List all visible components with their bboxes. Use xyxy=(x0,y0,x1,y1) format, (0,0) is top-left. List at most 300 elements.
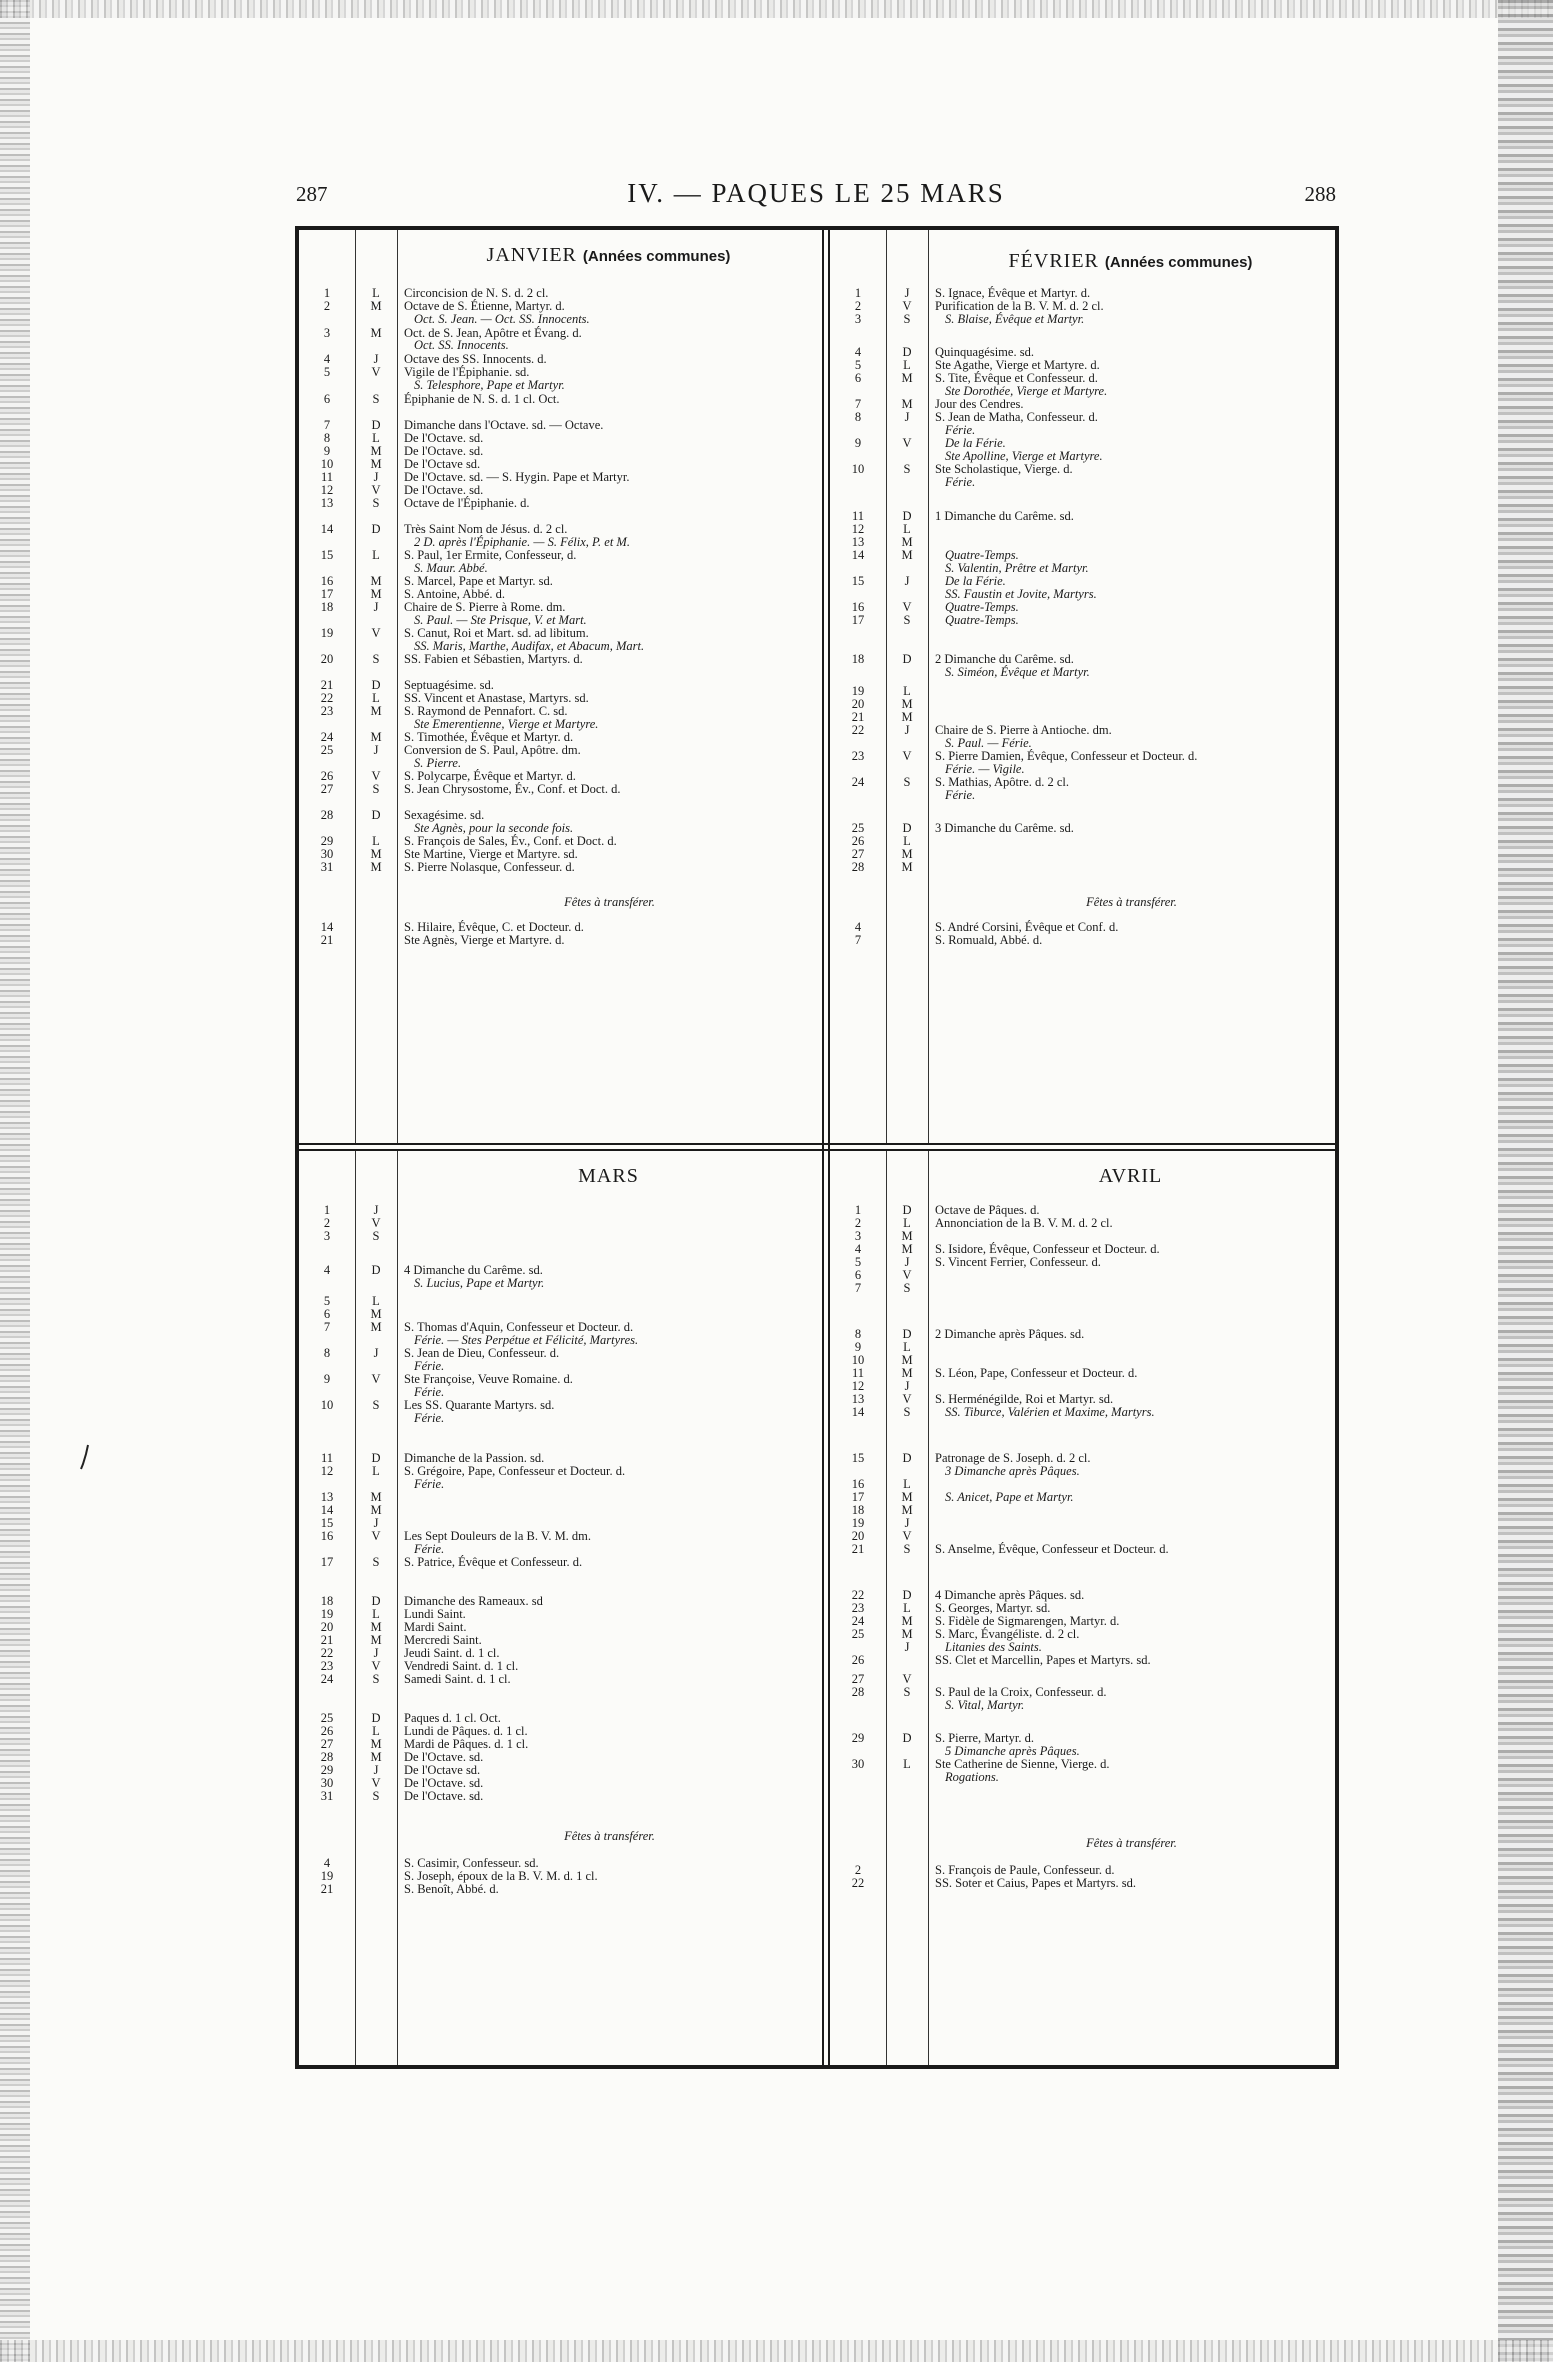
vertical-divider xyxy=(822,230,830,2065)
weekday-letter: J xyxy=(904,1255,910,1269)
feast-entry: Férie. xyxy=(945,788,976,802)
day-number: 14 xyxy=(851,1405,865,1419)
day-number: 9 xyxy=(323,444,331,458)
day-number: 24 xyxy=(851,1614,865,1628)
calendar-row xyxy=(830,847,1335,861)
calendar-row xyxy=(830,1757,1335,1771)
day-number: 16 xyxy=(851,600,865,614)
feast-entry: S. Paul de la Croix, Confesseur. d. xyxy=(935,1685,1107,1699)
feast-entry: Ste Agathe, Vierge et Martyre. d. xyxy=(935,358,1100,372)
weekday-letter: V xyxy=(371,1776,381,1790)
calendar-row xyxy=(830,1601,1335,1615)
feast-entry: S. Herménégilde, Roi et Martyr. sd. xyxy=(935,1392,1114,1406)
weekday-letter: D xyxy=(902,1731,912,1745)
calendar-row xyxy=(830,1327,1335,1341)
weekday-letter: L xyxy=(372,691,380,705)
day-number: 20 xyxy=(320,1620,334,1634)
feast-entry: Oct. S. Jean. — Oct. SS. Innocents. xyxy=(414,312,590,326)
feast-entry: S. Paul. — Ste Prisque, V. et Mart. xyxy=(414,613,587,627)
feast-entry: S. Pierre Nolasque, Confesseur. d. xyxy=(404,860,575,874)
weekday-letter: V xyxy=(371,769,381,783)
weekday-letter: D xyxy=(902,509,912,523)
weekday-letter: M xyxy=(370,1307,382,1321)
calendar-row xyxy=(299,1555,822,1569)
weekday-letter: M xyxy=(370,730,382,744)
feast-entry: Dimanche des Rameaux. sd xyxy=(404,1594,543,1608)
calendar-row xyxy=(299,1294,822,1308)
day-number: 22 xyxy=(851,1588,865,1602)
weekday-letter: S xyxy=(372,392,380,406)
month-heading xyxy=(399,1165,818,1188)
calendar-row xyxy=(830,1340,1335,1354)
weekday-letter: M xyxy=(370,1320,382,1334)
day-number: 18 xyxy=(851,1503,865,1517)
calendar-table xyxy=(295,226,1339,2069)
day-number: 1 xyxy=(323,1203,331,1217)
calendar-row xyxy=(299,535,822,549)
weekday-letter: J xyxy=(904,1640,910,1654)
weekday-letter: L xyxy=(903,522,911,536)
day-number: 7 xyxy=(854,1281,862,1295)
day-number: 6 xyxy=(854,1268,862,1282)
day-number: 14 xyxy=(320,522,334,536)
day-number: 27 xyxy=(320,1737,334,1751)
weekday-letter: J xyxy=(373,1516,379,1530)
weekday-letter: M xyxy=(901,847,913,861)
calendar-row xyxy=(299,457,822,471)
weekday-letter: J xyxy=(373,1346,379,1360)
weekday-letter: M xyxy=(370,1633,382,1647)
feast-entry: S. Telesphore, Pape et Martyr. xyxy=(414,378,565,392)
calendar-row xyxy=(299,444,822,458)
feast-entry: S. Patrice, Évêque et Confesseur. d. xyxy=(404,1555,583,1569)
weekday-letter: S xyxy=(372,1672,380,1686)
feast-entry: Oct. SS. Innocents. xyxy=(414,338,509,352)
day-number: 7 xyxy=(854,933,862,947)
month-heading xyxy=(930,1165,1331,1188)
weekday-letter: J xyxy=(904,723,910,737)
feast-entry: S. Pierre. xyxy=(414,756,462,770)
calendar-row xyxy=(299,704,822,718)
calendar-row xyxy=(299,1594,822,1608)
feast-entry: Ste Catherine de Sienne, Vierge. d. xyxy=(935,1757,1110,1771)
feast-entry: S. Pierre Damien, Évêque, Confesseur et Docteur. d. xyxy=(935,749,1198,763)
calendar-row xyxy=(299,352,822,366)
calendar-row xyxy=(299,808,822,822)
day-number: 27 xyxy=(320,782,334,796)
feast-entry: S. Siméon, Évêque et Martyr. xyxy=(945,665,1090,679)
feast-entry: Très Saint Nom de Jésus. d. 2 cl. xyxy=(404,522,568,536)
day-number: 6 xyxy=(854,371,862,385)
calendar-row xyxy=(830,1229,1335,1243)
feast-entry: Patronage de S. Joseph. d. 2 cl. xyxy=(935,1451,1091,1465)
weekday-letter: M xyxy=(901,1490,913,1504)
feast-entry: De l'Octave sd. xyxy=(404,1763,481,1777)
calendar-row xyxy=(830,736,1335,750)
weekday-letter: L xyxy=(903,1340,911,1354)
feast-entry: Litanies des Saints. xyxy=(945,1640,1042,1654)
day-number: 4 xyxy=(323,1263,331,1277)
calendar-row xyxy=(299,1829,822,1843)
day-number: 9 xyxy=(323,1372,331,1386)
weekday-letter: M xyxy=(901,1627,913,1641)
calendar-row xyxy=(830,1405,1335,1419)
day-number: 1 xyxy=(854,1203,862,1217)
calendar-row xyxy=(299,1776,822,1790)
day-number: 12 xyxy=(851,1379,865,1393)
calendar-row xyxy=(299,338,822,352)
weekday-letter: M xyxy=(901,1503,913,1517)
feast-entry: S. Grégoire, Pape, Confesseur et Docteur. d. xyxy=(404,1464,626,1478)
calendar-row xyxy=(299,1789,822,1803)
calendar-row xyxy=(299,600,822,614)
feast-entry: Férie. — Vigile. xyxy=(945,762,1025,776)
calendar-row xyxy=(830,1640,1335,1654)
weekday-letter: J xyxy=(373,1203,379,1217)
calendar-row xyxy=(299,1276,822,1290)
calendar-row xyxy=(299,821,822,835)
calendar-row xyxy=(830,665,1335,679)
feast-entry: Mardi Saint. xyxy=(404,1620,467,1634)
month-name: AVRIL xyxy=(1098,1165,1163,1187)
calendar-row xyxy=(299,1216,822,1230)
month-name: MARS xyxy=(578,1165,639,1187)
day-number: 26 xyxy=(320,1724,334,1738)
calendar-row xyxy=(299,1451,822,1465)
calendar-row xyxy=(299,1398,822,1412)
day-number: 16 xyxy=(320,1529,334,1543)
weekday-letter: L xyxy=(372,431,380,445)
calendar-row xyxy=(830,1685,1335,1699)
day-number: 2 xyxy=(854,1216,862,1230)
day-number: 17 xyxy=(320,587,334,601)
weekday-letter: D xyxy=(371,522,381,536)
day-number: 8 xyxy=(323,1346,331,1360)
weekday-letter: M xyxy=(901,1614,913,1628)
feast-entry: Samedi Saint. d. 1 cl. xyxy=(404,1672,511,1686)
feast-entry: Dimanche de la Passion. sd. xyxy=(404,1451,545,1465)
feast-entry: SS. Vincent et Anastase, Martyrs. sd. xyxy=(404,691,589,705)
day-number: 1 xyxy=(854,286,862,300)
weekday-letter: V xyxy=(902,600,912,614)
calendar-row xyxy=(299,1724,822,1738)
weekday-letter: D xyxy=(371,1594,381,1608)
weekday-letter: D xyxy=(902,1588,912,1602)
weekday-letter: J xyxy=(904,286,910,300)
feast-entry: Vendredi Saint. d. 1 cl. xyxy=(404,1659,519,1673)
weekday-letter: M xyxy=(901,1366,913,1380)
calendar-row xyxy=(299,1411,822,1425)
calendar-row xyxy=(830,1836,1335,1850)
feast-entry: S. Léon, Pape, Confesseur et Docteur. d. xyxy=(935,1366,1138,1380)
calendar-row xyxy=(299,678,822,692)
calendar-row xyxy=(830,1451,1335,1465)
feast-entry: Ste Apolline, Vierge et Martyre. xyxy=(945,449,1103,463)
weekday-letter: J xyxy=(373,743,379,757)
calendar-row xyxy=(830,834,1335,848)
weekday-letter: M xyxy=(370,587,382,601)
day-number: 4 xyxy=(323,352,331,366)
feast-entry: Quatre-Temps. xyxy=(945,600,1019,614)
feast-entry: S. Marc, Évangéliste. d. 2 cl. xyxy=(935,1627,1080,1641)
feast-entry: 3 Dimanche après Pâques. xyxy=(945,1464,1080,1478)
weekday-letter: S xyxy=(372,1789,380,1803)
calendar-row xyxy=(299,496,822,510)
day-number: 12 xyxy=(851,522,865,536)
page-title: IV. — PAQUES LE 25 MARS xyxy=(627,178,1005,208)
feast-entry: De l'Octave. sd. xyxy=(404,1776,484,1790)
scan-edge-left xyxy=(0,0,30,2362)
calendar-row xyxy=(830,509,1335,523)
calendar-row xyxy=(830,358,1335,372)
feast-entry: Les Sept Douleurs de la B. V. M. dm. xyxy=(404,1529,592,1543)
weekday-letter: S xyxy=(903,1281,911,1295)
calendar-row xyxy=(299,1882,822,1896)
day-number: 22 xyxy=(320,691,334,705)
day-number: 13 xyxy=(320,1490,334,1504)
day-number: 15 xyxy=(320,1516,334,1530)
day-number: 11 xyxy=(320,470,334,484)
weekday-letter: M xyxy=(370,1620,382,1634)
weekday-letter: V xyxy=(902,1392,912,1406)
calendar-row xyxy=(299,639,822,653)
calendar-row xyxy=(299,574,822,588)
weekday-letter: J xyxy=(373,352,379,366)
feast-entry: S. François de Sales, Év., Conf. et Doct. d. xyxy=(404,834,617,848)
calendar-row xyxy=(830,345,1335,359)
day-number: 22 xyxy=(851,1876,865,1890)
running-header xyxy=(296,178,1336,212)
weekday-letter: M xyxy=(370,1490,382,1504)
weekday-letter: V xyxy=(371,1216,381,1230)
feast-entry: Lundi de Pâques. d. 1 cl. xyxy=(404,1724,528,1738)
day-number: 3 xyxy=(323,1229,331,1243)
calendar-row xyxy=(299,895,822,909)
feast-entry: Mercredi Saint. xyxy=(404,1633,482,1647)
day-number: 26 xyxy=(851,834,865,848)
calendar-row xyxy=(299,299,822,313)
feast-entry: Chaire de S. Pierre à Rome. dm. xyxy=(404,600,566,614)
feast-entry: S. Hilaire, Évêque, C. et Docteur. d. xyxy=(404,920,584,934)
calendar-row xyxy=(299,365,822,379)
calendar-row xyxy=(830,1588,1335,1602)
calendar-row xyxy=(830,762,1335,776)
weekday-letter: D xyxy=(902,652,912,666)
calendar-row xyxy=(830,933,1335,947)
day-number: 4 xyxy=(854,345,862,359)
calendar-row xyxy=(299,834,822,848)
feast-entry: Mardi de Pâques. d. 1 cl. xyxy=(404,1737,529,1751)
day-number: 7 xyxy=(323,418,331,432)
calendar-row xyxy=(299,1856,822,1870)
calendar-row xyxy=(830,535,1335,549)
feast-entry: S. Polycarpe, Évêque et Martyr. d. xyxy=(404,769,576,783)
day-number: 19 xyxy=(320,626,334,640)
day-number: 21 xyxy=(851,1542,865,1556)
feast-entry: 2 Dimanche du Carême. sd. xyxy=(935,652,1074,666)
day-number: 2 xyxy=(323,299,331,313)
feast-entry: S. Georges, Martyr. sd. xyxy=(935,1601,1051,1615)
feast-entry: Férie. xyxy=(945,423,976,437)
day-number: 30 xyxy=(320,847,334,861)
day-number: 22 xyxy=(320,1646,334,1660)
weekday-letter: S xyxy=(372,782,380,796)
weekday-letter: M xyxy=(901,710,913,724)
weekday-letter: V xyxy=(371,1372,381,1386)
calendar-row xyxy=(830,561,1335,575)
calendar-row xyxy=(299,1477,822,1491)
page-number-right: 288 xyxy=(1304,182,1336,206)
weekday-letter: D xyxy=(902,821,912,835)
calendar-row xyxy=(299,1737,822,1751)
calendar-row xyxy=(830,1242,1335,1256)
horizontal-divider xyxy=(299,1143,1335,1151)
weekday-letter: L xyxy=(903,1601,911,1615)
weekday-letter: J xyxy=(904,574,910,588)
day-number: 10 xyxy=(320,457,334,471)
weekday-letter: V xyxy=(902,1672,912,1686)
feast-entry: Annonciation de la B. V. M. d. 2 cl. xyxy=(935,1216,1113,1230)
calendar-row xyxy=(830,749,1335,763)
weekday-letter: M xyxy=(370,574,382,588)
day-number: 23 xyxy=(851,749,865,763)
calendar-row xyxy=(830,312,1335,326)
day-number: 27 xyxy=(851,1672,865,1686)
calendar-row xyxy=(299,652,822,666)
feast-entry: S. Casimir, Confesseur. sd. xyxy=(404,1856,539,1870)
feast-entry: S. Antoine, Abbé. d. xyxy=(404,587,506,601)
calendar-row xyxy=(830,860,1335,874)
feast-entry: S. Paul. — Férie. xyxy=(945,736,1032,750)
month-subtitle: (Années communes) xyxy=(1104,254,1253,271)
day-number: 29 xyxy=(320,1763,334,1777)
feast-entry: 4 Dimanche du Carême. sd. xyxy=(404,1263,543,1277)
feast-entry: De l'Octave. sd. — S. Hygin. Pape et Martyr. xyxy=(404,470,630,484)
calendar-row xyxy=(299,626,822,640)
feast-entry: Chaire de S. Pierre à Antioche. dm. xyxy=(935,723,1112,737)
weekday-letter: L xyxy=(903,1757,911,1771)
weekday-letter: S xyxy=(903,775,911,789)
calendar-row xyxy=(830,1477,1335,1491)
section-label: Fêtes à transférer. xyxy=(564,895,655,909)
calendar-row xyxy=(299,743,822,757)
day-number: 8 xyxy=(854,410,862,424)
weekday-letter: S xyxy=(903,462,911,476)
calendar-row xyxy=(299,1359,822,1373)
calendar-row xyxy=(299,286,822,300)
feast-entry: S. Anicet, Pape et Martyr. xyxy=(945,1490,1074,1504)
calendar-row xyxy=(299,769,822,783)
weekday-letter: M xyxy=(370,847,382,861)
calendar-row xyxy=(830,1503,1335,1517)
day-number: 20 xyxy=(851,1529,865,1543)
feast-entry: S. Anselme, Évêque, Confesseur et Docteur. d. xyxy=(935,1542,1169,1556)
calendar-row xyxy=(299,1633,822,1647)
calendar-row xyxy=(830,286,1335,300)
day-number: 23 xyxy=(320,1659,334,1673)
day-number: 4 xyxy=(854,920,862,934)
day-number: 22 xyxy=(851,723,865,737)
feast-entry: 2 Dimanche après Pâques. sd. xyxy=(935,1327,1085,1341)
month-heading xyxy=(399,244,818,267)
calendar-row xyxy=(299,1750,822,1764)
feast-entry: Dimanche dans l'Octave. sd. — Octave. xyxy=(404,418,604,432)
day-number: 1 xyxy=(323,286,331,300)
calendar-row xyxy=(299,1385,822,1399)
feast-entry: Octave de S. Étienne, Martyr. d. xyxy=(404,299,565,313)
calendar-row xyxy=(299,730,822,744)
calendar-row xyxy=(299,1646,822,1660)
section-label: Fêtes à transférer. xyxy=(1086,1836,1177,1850)
feast-entry: Férie. xyxy=(414,1477,445,1491)
calendar-row xyxy=(299,691,822,705)
calendar-row xyxy=(299,847,822,861)
weekday-letter: J xyxy=(904,410,910,424)
feast-entry: Purification de la B. V. M. d. 2 cl. xyxy=(935,299,1104,313)
calendar-row xyxy=(299,782,822,796)
day-number: 21 xyxy=(320,933,334,947)
calendar-row xyxy=(299,312,822,326)
weekday-letter: L xyxy=(903,1216,911,1230)
feast-entry: 3 Dimanche du Carême. sd. xyxy=(935,821,1074,835)
weekday-letter: L xyxy=(903,684,911,698)
weekday-letter: M xyxy=(901,860,913,874)
month-subtitle: (Années communes) xyxy=(582,248,731,265)
feast-entry: S. André Corsini, Évêque et Conf. d. xyxy=(935,920,1119,934)
calendar-row xyxy=(299,1372,822,1386)
feast-entry: Férie. xyxy=(414,1359,445,1373)
calendar-row xyxy=(830,1255,1335,1269)
calendar-row xyxy=(299,920,822,934)
day-number: 27 xyxy=(851,847,865,861)
scan-edge-bottom xyxy=(0,2340,1553,2362)
feast-entry: Ste Françoise, Veuve Romaine. d. xyxy=(404,1372,573,1386)
day-number: 3 xyxy=(854,312,862,326)
day-number: 25 xyxy=(320,1711,334,1725)
pen-mark xyxy=(80,1444,90,1470)
day-number: 10 xyxy=(320,1398,334,1412)
calendar-row xyxy=(299,522,822,536)
day-number: 25 xyxy=(851,821,865,835)
calendar-row xyxy=(830,613,1335,627)
day-number: 4 xyxy=(854,1242,862,1256)
day-number: 20 xyxy=(320,652,334,666)
day-number: 5 xyxy=(323,1294,331,1308)
weekday-letter: M xyxy=(370,299,382,313)
day-number: 7 xyxy=(854,397,862,411)
calendar-row xyxy=(830,436,1335,450)
weekday-letter: J xyxy=(373,600,379,614)
feast-entry: Lundi Saint. xyxy=(404,1607,466,1621)
calendar-row xyxy=(830,371,1335,385)
calendar-row xyxy=(830,775,1335,789)
calendar-row xyxy=(299,1516,822,1530)
day-number: 19 xyxy=(320,1869,334,1883)
calendar-row xyxy=(830,723,1335,737)
calendar-row xyxy=(830,1268,1335,1282)
calendar-row xyxy=(830,587,1335,601)
feast-entry: Les SS. Quarante Martyrs. sd. xyxy=(404,1398,555,1412)
weekday-letter: V xyxy=(902,299,912,313)
weekday-letter: V xyxy=(371,1659,381,1673)
feast-entry: S. Jean Chrysostome, Év., Conf. et Doct. d. xyxy=(404,782,621,796)
feast-entry: S. Vital, Martyr. xyxy=(945,1698,1025,1712)
feast-entry: S. Lucius, Pape et Martyr. xyxy=(414,1276,545,1290)
feast-entry: Ste Martine, Vierge et Martyre. sd. xyxy=(404,847,578,861)
day-number: 25 xyxy=(320,743,334,757)
feast-entry: Ste Dorothée, Vierge et Martyre. xyxy=(945,384,1108,398)
day-number: 17 xyxy=(851,1490,865,1504)
